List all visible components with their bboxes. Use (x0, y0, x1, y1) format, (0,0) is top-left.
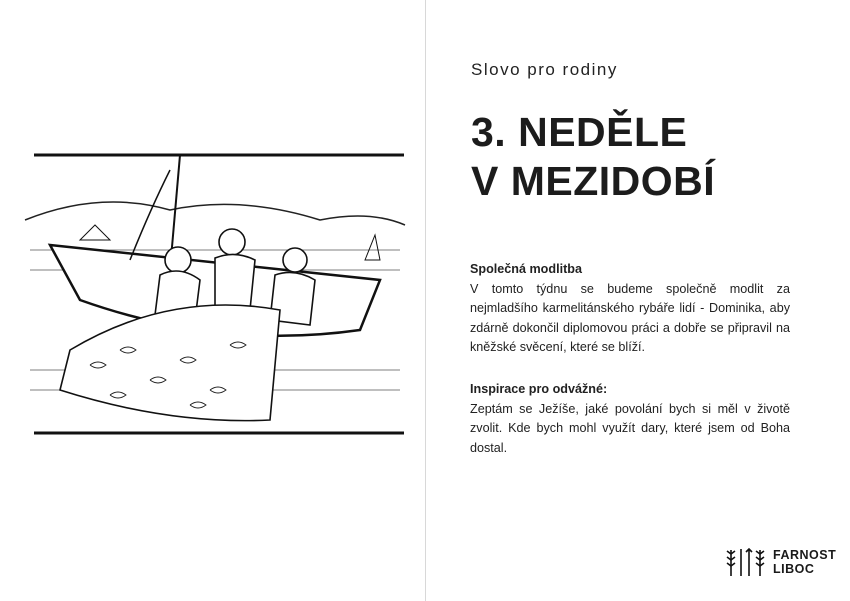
logo-line-1: FARNOST (773, 548, 837, 562)
fishermen-net-illustration (20, 150, 412, 440)
section-text: Zeptám se Ježíše, jaké povolání bych si měl v životě zvolit. Kde bych mohl využít dary, které jsem od Boha dostal. (470, 401, 790, 455)
section-heading: Společná modlitba (470, 262, 582, 276)
parish-logo (724, 546, 836, 578)
wheat-cross-icon (724, 546, 768, 578)
logo-text (773, 548, 836, 576)
section-heading: Inspirace pro odvážné: (470, 382, 608, 396)
section-text: V tomto týdnu se budeme společně modlit za nejmladšího karmelitánského rybáře lidí - Dominika, aby zdárně dokončil diplomovou práci a dobře se připravil na kněžské svěcení, které se blíží. (470, 281, 790, 354)
section-inspiration (470, 380, 790, 458)
page-title (471, 108, 715, 206)
kicker-text: Slovo pro rodiny (471, 60, 618, 79)
section-prayer (470, 260, 790, 358)
title-line-2: V MEZIDOBÍ (471, 158, 716, 204)
page-fold (425, 0, 426, 601)
logo-line-2: LIBOC (773, 562, 815, 576)
title-line-1: 3. NEDĚLE (471, 109, 688, 155)
